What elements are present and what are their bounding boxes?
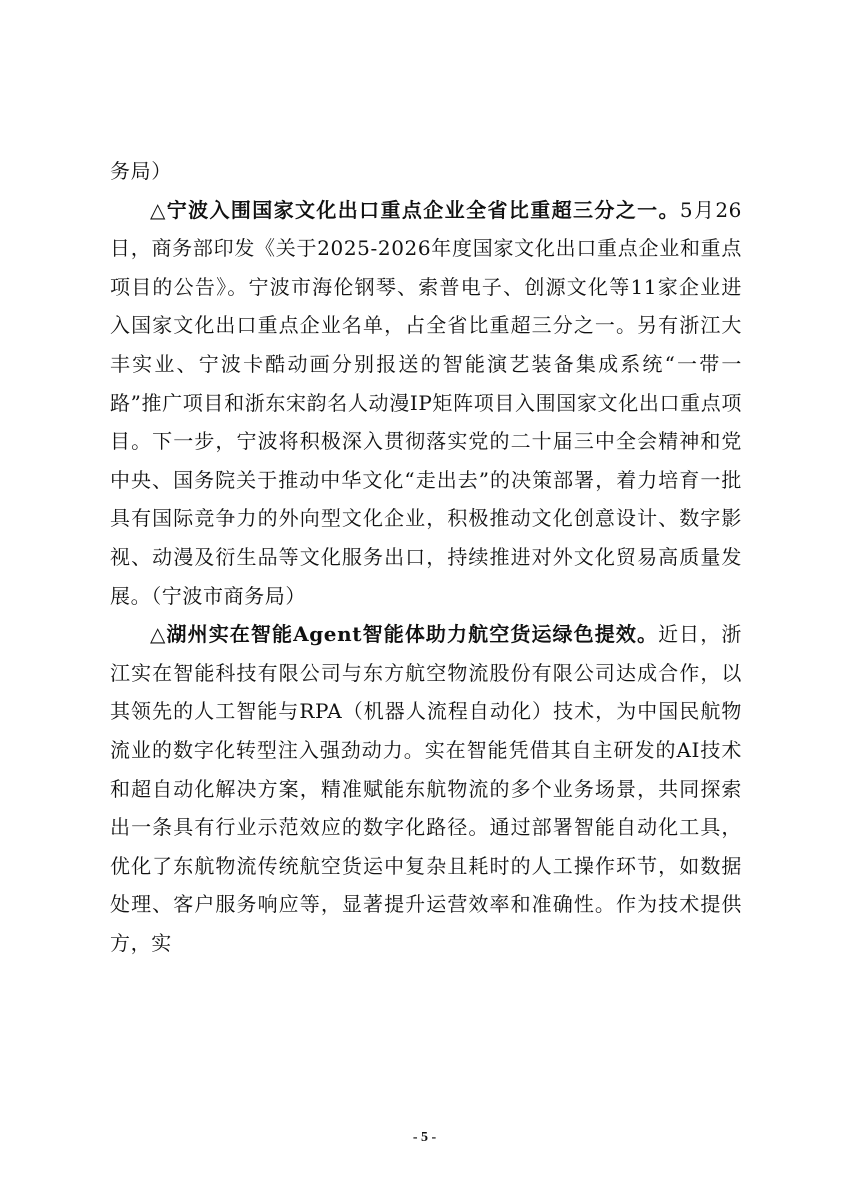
paragraph-text: 5月26日，商务部印发《关于2025-2026年度国家文化出口重点企业和重点项目的公告》。宁波市海伦钢琴、索普电子、创源文化等11家企业进入国家文化出口重点企业名单，占全省比重超三分之一。另有浙江大丰实业、宁波卡酷动画分别报送的智能演艺装备集成系统“一带一路”推广项目和浙东宋韵名人动漫IP矩阵项目入围国家文化出口重点项目。下一步，宁波将积极深入贯彻落实党的二十届三中全会精神和党中央、国务院关于推动中华文化“走出去”的决策部署，着力培育一批具有国际竞争力的外向型文化企业，积极推动文化创意设计、数字影视、动漫及衍生品等文化服务出口，持续推进对外文化贸易高质量发展。（宁波市商务局） bbox=[110, 197, 743, 608]
page-number: - 5 - bbox=[412, 1130, 437, 1145]
paragraph-heading: △湖州实在智能Agent智能体助力航空货运绿色提效。 bbox=[150, 622, 659, 647]
body-text bbox=[110, 152, 742, 962]
paragraph-text: 近日，浙江实在智能科技有限公司与东方航空物流股份有限公司达成合作，以其领先的人工智能与RPA（机器人流程自动化）技术，为中国民航物流业的数字化转型注入强劲动力。实在智能凭借其自主研发的AI技术和超自动化解决方案，精准赋能东航物流的多个业务场景，共同探索出一条具有行业示范效应的数字化路径。通过部署智能自动化工具，优化了东航物流传统航空货运中复杂且耗时的人工操作环节，如数据处理、客户服务响应等，显著提升运营效率和准确性。作为技术提供方，实 bbox=[110, 622, 742, 955]
paragraph-ningbo bbox=[110, 191, 742, 616]
paragraph-huzhou bbox=[110, 615, 742, 962]
paragraph-heading: △宁波入围国家文化出口重点企业全省比重超三分之一。 bbox=[150, 197, 680, 222]
paragraph-text: 务局） bbox=[110, 159, 172, 183]
paragraph-continuation bbox=[110, 152, 742, 191]
